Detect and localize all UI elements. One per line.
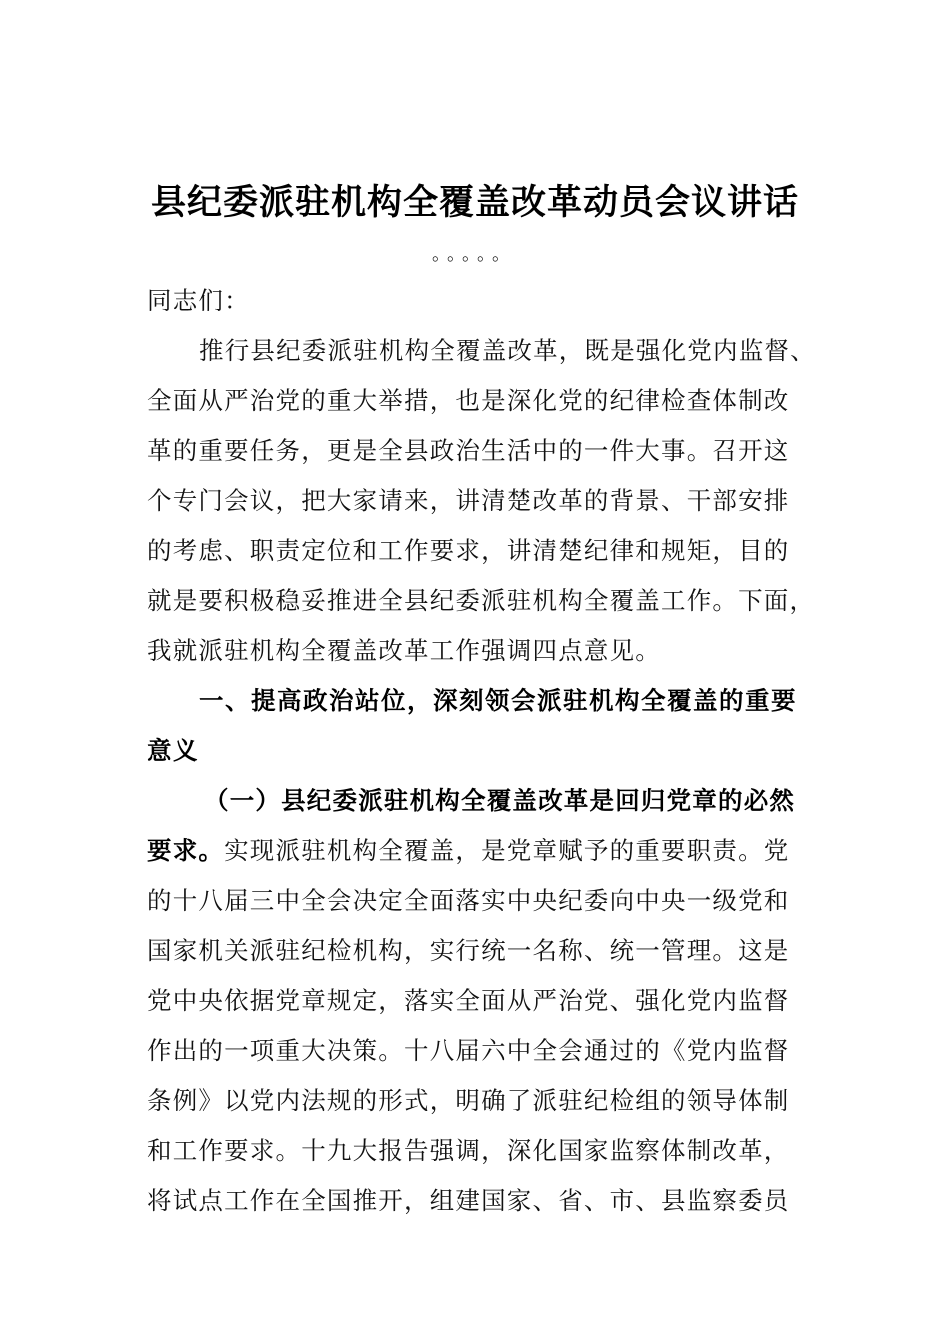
- salutation: 同志们：: [147, 286, 250, 315]
- paragraph-line: 和工作要求。十九大报告强调，深化国家监察体制改革，: [147, 1136, 790, 1165]
- paragraph-line: 就是要积极稳妥推进全县纪委派驻机构全覆盖工作。下面，: [147, 586, 816, 615]
- paragraph-line: 全面从严治党的重大举措，也是深化党的纪律检查体制改: [147, 386, 790, 415]
- paragraph-line: 的考虑、职责定位和工作要求，讲清楚纪律和规矩，目的: [147, 536, 790, 565]
- paragraph-line: 个专门会议，把大家请来，讲清楚改革的背景、干部安排: [147, 486, 790, 515]
- section-heading: 一、提高政治站位，深刻领会派驻机构全覆盖的重要: [199, 686, 797, 715]
- paragraph-line: 我就派驻机构全覆盖改革工作强调四点意见。: [147, 636, 661, 665]
- subsection-heading-end: 要求。: [147, 836, 225, 865]
- paragraph-line: 作出的一项重大决策。十八届六中全会通过的《党内监督: [147, 1036, 790, 1065]
- paragraph-line: 条例》以党内法规的形式，明确了派驻纪检组的领导体制: [147, 1086, 790, 1115]
- title-dots: 。。。。。: [432, 244, 516, 265]
- document-title: 县纪委派驻机构全覆盖改革动员会议讲话: [150, 183, 799, 223]
- paragraph-line: 将试点工作在全国推开，组建国家、省、市、县监察委员: [147, 1186, 790, 1215]
- paragraph-line: [147, 826, 790, 876]
- subsection-heading: （一）县纪委派驻机构全覆盖改革是回归党章的必然: [204, 786, 796, 815]
- paragraph-line: 推行县纪委派驻机构全覆盖改革，既是强化党内监督、: [199, 336, 816, 365]
- paragraph-line: 党中央依据党章规定，落实全面从严治党、强化党内监督: [147, 986, 790, 1015]
- paragraph-text: 实现派驻机构全覆盖，是党章赋予的重要职责。党: [224, 836, 790, 865]
- section-heading-continued: 意义: [147, 736, 199, 765]
- paragraph-line: 的十八届三中全会决定全面落实中央纪委向中央一级党和: [147, 886, 790, 915]
- paragraph-line: 革的重要任务，更是全县政治生活中的一件大事。召开这: [147, 436, 790, 465]
- paragraph-line: 国家机关派驻纪检机构，实行统一名称、统一管理。这是: [147, 936, 790, 965]
